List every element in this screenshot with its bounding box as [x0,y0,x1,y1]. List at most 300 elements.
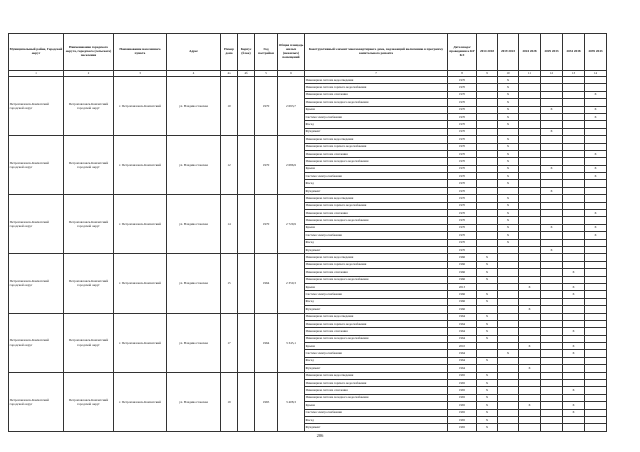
date-cell: 1970 [448,143,477,150]
period-mark-cell [541,158,563,165]
block-cell [238,372,255,431]
period-mark-cell [498,128,519,135]
period-mark-cell: X [498,217,519,224]
period-mark-cell [477,202,498,209]
period-mark-cell [477,150,498,157]
period-mark-cell [563,136,585,143]
period-mark-cell [519,210,541,217]
element-cell: Фасад [305,416,448,423]
period-mark-cell [585,261,607,268]
column-header: Наименование населенного пункта [114,34,167,71]
address-cell: ул. Владивостокская [167,136,221,195]
period-mark-cell [519,128,541,135]
area-cell: 3 408,3 [278,372,305,431]
block-cell [238,195,255,254]
date-cell: 1970 [448,195,477,202]
period-mark-cell: X [498,143,519,150]
period-mark-cell [519,254,541,261]
period-mark-cell [519,416,541,423]
period-mark-cell [541,113,563,120]
period-mark-cell [477,180,498,187]
period-mark-cell [541,365,563,372]
period-mark-cell [477,165,498,172]
element-cell: Система электроснабжения [305,350,448,357]
element-cell: Инженерная система водоотведения [305,372,448,379]
period-mark-cell [519,84,541,91]
period-mark-cell [541,372,563,379]
period-mark-cell [563,424,585,431]
date-cell: 1965 [448,372,477,379]
period-mark-cell: X [563,291,585,298]
column-number: 11 [519,71,541,77]
element-cell: Инженерная система холодного водоснабжения [305,99,448,106]
period-mark-cell [541,99,563,106]
date-cell: 1966 [448,276,477,283]
period-mark-cell [477,306,498,313]
period-mark-cell [519,77,541,84]
element-cell: Фасад [305,121,448,128]
period-mark-cell [585,84,607,91]
district-cell: Петропавловск-Камчатский городской округ [9,136,64,195]
period-mark-cell: X [541,128,563,135]
period-mark-cell: X [563,328,585,335]
element-cell: Инженерная система холодного водоснабжения [305,158,448,165]
column-number: 4 [167,71,221,77]
date-cell: 1970 [448,224,477,231]
element-cell: Система электроснабжения [305,291,448,298]
period-mark-cell [585,128,607,135]
period-mark-cell [477,365,498,372]
element-cell: Система электроснабжения [305,173,448,180]
period-mark-cell: X [541,106,563,113]
period-mark-cell: X [498,224,519,231]
period-mark-cell [585,276,607,283]
period-mark-cell [498,291,519,298]
period-mark-cell [541,239,563,246]
period-mark-cell [563,187,585,194]
period-mark-cell [541,394,563,401]
period-mark-cell: X [563,343,585,350]
settlement-cell: Петропавловск-Камчатский городской округ [64,195,114,254]
element-cell: Инженерная система горячего водоснабжения [305,84,448,91]
period-mark-cell [541,380,563,387]
period-mark-cell: X [563,402,585,409]
settlement-cell: Петропавловск-Камчатский городской округ [64,254,114,313]
header-row [9,34,607,71]
period-mark-cell [563,394,585,401]
element-cell: Инженерная система холодного водоснабжения [305,394,448,401]
period-mark-cell [585,187,607,194]
period-mark-cell [585,350,607,357]
period-mark-cell: X [477,409,498,416]
date-cell: 1970 [448,150,477,157]
period-mark-cell [541,217,563,224]
period-mark-cell [585,306,607,313]
period-mark-cell [498,298,519,305]
column-header: Муниципальный район, Городской округ [9,34,64,71]
period-mark-cell: X [585,150,607,157]
period-mark-cell [477,246,498,253]
date-cell: 1970 [448,246,477,253]
period-mark-cell [477,99,498,106]
period-mark-cell [563,210,585,217]
period-mark-cell [563,91,585,98]
period-mark-cell [585,136,607,143]
period-mark-cell [585,424,607,431]
date-cell: 1970 [448,180,477,187]
area-cell: 3 345,1 [278,313,305,372]
period-mark-cell: X [477,320,498,327]
date-cell: 1965 [448,409,477,416]
period-mark-cell [519,409,541,416]
period-mark-cell [519,143,541,150]
block-cell [238,254,255,313]
period-mark-cell [498,335,519,342]
period-mark-cell [477,232,498,239]
period-mark-cell: X [519,365,541,372]
date-cell: 1965 [448,416,477,423]
period-mark-cell [498,187,519,194]
element-cell: Инженерная система водоотведения [305,195,448,202]
built-year-cell: 1970 [255,195,278,254]
period-mark-cell [563,128,585,135]
area-cell: 2 729,9 [278,195,305,254]
date-cell: 1965 [448,380,477,387]
house-number-cell: 15 [221,254,238,313]
period-mark-cell [563,99,585,106]
period-mark-cell [563,254,585,261]
date-cell: 1970 [448,121,477,128]
period-mark-cell [563,158,585,165]
period-mark-cell [541,136,563,143]
period-mark-cell [585,313,607,320]
date-cell: 1965 [448,394,477,401]
settlement-cell: Петропавловск-Камчатский городской округ [64,77,114,136]
period-mark-cell [519,173,541,180]
period-mark-cell: X [585,210,607,217]
period-mark-cell [498,320,519,327]
period-mark-cell [541,320,563,327]
period-mark-cell [498,246,519,253]
period-mark-cell [477,91,498,98]
period-mark-cell [519,387,541,394]
period-mark-cell: X [519,283,541,290]
period-mark-cell [585,180,607,187]
date-cell: 2013 [448,283,477,290]
table-row [9,313,607,320]
period-mark-cell: X [519,306,541,313]
period-mark-cell [563,380,585,387]
period-mark-cell [585,121,607,128]
date-cell: 1970 [448,165,477,172]
period-mark-cell: X [585,106,607,113]
district-cell: Петропавловск-Камчатский городской округ [9,195,64,254]
column-header: 2039 2043 [585,34,607,71]
column-header: 2014 2018 [477,34,498,71]
date-cell: 1970 [448,106,477,113]
period-mark-cell: X [519,402,541,409]
period-mark-cell [541,306,563,313]
page-number: 206 [316,433,324,438]
area-cell: 2 686,9 [278,136,305,195]
period-mark-cell [541,328,563,335]
element-cell: Система электроснабжения [305,232,448,239]
period-mark-cell [519,394,541,401]
period-mark-cell: X [541,187,563,194]
period-mark-cell: X [498,210,519,217]
period-mark-cell [541,416,563,423]
date-cell: 1970 [448,187,477,194]
column-number: 1 [9,71,64,77]
period-mark-cell [519,313,541,320]
period-mark-cell [585,283,607,290]
address-cell: ул. Владивостокская [167,195,221,254]
date-cell: 1970 [448,77,477,84]
period-mark-cell [519,335,541,342]
period-mark-cell: X [498,113,519,120]
period-mark-cell [563,202,585,209]
date-cell: 1966 [448,306,477,313]
period-mark-cell [477,158,498,165]
column-number: 3 [114,71,167,77]
period-mark-cell [563,298,585,305]
period-mark-cell: X [477,424,498,431]
column-header: 2034 2038 [563,34,585,71]
period-mark-cell: X [498,232,519,239]
date-cell: 1964 [448,335,477,342]
period-mark-cell [585,158,607,165]
period-mark-cell [563,165,585,172]
period-mark-cell [563,113,585,120]
date-cell: 1970 [448,202,477,209]
period-mark-cell: X [477,291,498,298]
element-cell: Фундамент [305,187,448,194]
column-number: 8 [448,71,477,77]
period-mark-cell [585,143,607,150]
period-mark-cell [519,202,541,209]
period-mark-cell [477,187,498,194]
period-mark-cell: X [477,313,498,320]
period-mark-cell [498,283,519,290]
period-mark-cell [563,217,585,224]
period-mark-cell [585,409,607,416]
period-mark-cell: X [477,254,498,261]
period-mark-cell: X [477,298,498,305]
table-row [9,136,607,143]
period-mark-cell [541,335,563,342]
period-mark-cell: X [477,335,498,342]
element-cell: Инженерная система водоотведения [305,313,448,320]
period-mark-cell [519,121,541,128]
period-mark-cell: X [477,372,498,379]
period-mark-cell [563,239,585,246]
date-cell: 1966 [448,298,477,305]
period-mark-cell: X [585,113,607,120]
period-mark-cell [563,173,585,180]
column-header: Дата ввода/проведения к КР КЭ [448,34,477,71]
period-mark-cell [477,106,498,113]
period-mark-cell [519,424,541,431]
period-mark-cell [498,357,519,364]
period-mark-cell [563,306,585,313]
period-mark-cell [541,424,563,431]
column-number: 5 [255,71,278,77]
period-mark-cell [585,402,607,409]
column-header: Год постройки [255,34,278,71]
date-cell: 1970 [448,113,477,120]
period-mark-cell: X [563,409,585,416]
column-number: 4б [238,71,255,77]
period-mark-cell [519,165,541,172]
period-mark-cell [519,357,541,364]
period-mark-cell [477,113,498,120]
period-mark-cell [541,283,563,290]
period-mark-cell: X [585,91,607,98]
period-mark-cell [498,380,519,387]
period-mark-cell [519,195,541,202]
element-cell: Крыша [305,224,448,231]
column-header: 2024 2028 [519,34,541,71]
column-number: 12 [541,71,563,77]
period-mark-cell [585,77,607,84]
period-mark-cell [541,276,563,283]
period-mark-cell [477,239,498,246]
period-mark-cell [563,121,585,128]
period-mark-cell [563,357,585,364]
period-mark-cell [498,254,519,261]
period-mark-cell [519,217,541,224]
period-mark-cell [541,269,563,276]
house-number-cell: 12 [221,136,238,195]
period-mark-cell [498,416,519,423]
settlement-cell: Петропавловск-Камчатский городской округ [64,313,114,372]
locality-cell: г. Петропавловск-Камчатский [114,254,167,313]
period-mark-cell [519,150,541,157]
column-number: 14 [585,71,607,77]
column-number: 13 [563,71,585,77]
period-mark-cell [585,202,607,209]
period-mark-cell [585,394,607,401]
period-mark-cell: X [498,195,519,202]
period-mark-cell [519,350,541,357]
element-cell: Система электроснабжения [305,409,448,416]
district-cell: Петропавловск-Камчатский городской округ [9,313,64,372]
house-number-cell: 19 [221,372,238,431]
period-mark-cell [541,91,563,98]
period-mark-cell [563,150,585,157]
period-mark-cell [498,313,519,320]
house-number-cell: 14 [221,195,238,254]
period-mark-cell [563,224,585,231]
period-mark-cell [563,416,585,423]
period-mark-cell: X [498,121,519,128]
period-mark-cell [541,143,563,150]
period-mark-cell: X [498,106,519,113]
settlement-cell: Петропавловск-Камчатский городской округ [64,136,114,195]
element-cell: Инженерная система отопления [305,210,448,217]
column-header: Наименование городского округа, городского (сельского) поселения [64,34,114,71]
element-cell: Фундамент [305,365,448,372]
date-cell: 1966 [448,269,477,276]
element-cell: Крыша [305,165,448,172]
period-mark-cell [541,343,563,350]
column-header: 2029 2033 [541,34,563,71]
period-mark-cell: X [477,394,498,401]
period-mark-cell: X [498,150,519,157]
column-number: 10 [498,71,519,77]
period-mark-cell [477,350,498,357]
element-cell: Инженерная система отопления [305,387,448,394]
period-mark-cell: X [585,224,607,231]
settlement-cell: Петропавловск-Камчатский городской округ [64,372,114,431]
period-mark-cell [541,291,563,298]
date-cell: 1965 [448,424,477,431]
period-mark-cell [563,365,585,372]
element-cell: Инженерная система водоотведения [305,136,448,143]
date-cell: 2010 [448,343,477,350]
period-mark-cell [585,387,607,394]
period-mark-cell [519,180,541,187]
element-cell: Инженерная система горячего водоснабжения [305,143,448,150]
period-mark-cell: X [498,136,519,143]
period-mark-cell [563,246,585,253]
column-number: 2 [64,71,114,77]
column-header: Корпус (блок) [238,34,255,71]
period-mark-cell [477,143,498,150]
period-mark-cell: X [541,246,563,253]
block-cell [238,136,255,195]
period-mark-cell [585,416,607,423]
table-row [9,254,607,261]
element-cell: Инженерная система водоотведения [305,254,448,261]
date-cell: 1964 [448,357,477,364]
period-mark-cell [519,246,541,253]
period-mark-cell [541,254,563,261]
period-mark-cell: X [477,276,498,283]
period-mark-cell [585,254,607,261]
period-mark-cell [477,84,498,91]
period-mark-cell [563,372,585,379]
element-cell: Фундамент [305,306,448,313]
period-mark-cell [519,187,541,194]
period-mark-cell: X [585,232,607,239]
period-mark-cell [541,195,563,202]
period-mark-cell [541,202,563,209]
period-mark-cell: X [541,165,563,172]
date-cell: 1965 [448,387,477,394]
period-mark-cell [498,269,519,276]
period-mark-cell [585,357,607,364]
element-cell: Фундамент [305,128,448,135]
period-mark-cell: X [498,173,519,180]
period-mark-cell [541,409,563,416]
period-mark-cell: X [498,77,519,84]
area-cell: 2 350,3 [278,254,305,313]
block-cell [238,77,255,136]
period-mark-cell [541,261,563,268]
period-mark-cell [563,143,585,150]
period-mark-cell [498,328,519,335]
address-cell: ул. Владивостокская [167,77,221,136]
period-mark-cell [541,77,563,84]
period-mark-cell: X [498,202,519,209]
period-mark-cell [585,372,607,379]
date-cell: 1970 [448,232,477,239]
block-cell [238,313,255,372]
period-mark-cell [585,335,607,342]
table-row [9,372,607,379]
period-mark-cell [498,372,519,379]
